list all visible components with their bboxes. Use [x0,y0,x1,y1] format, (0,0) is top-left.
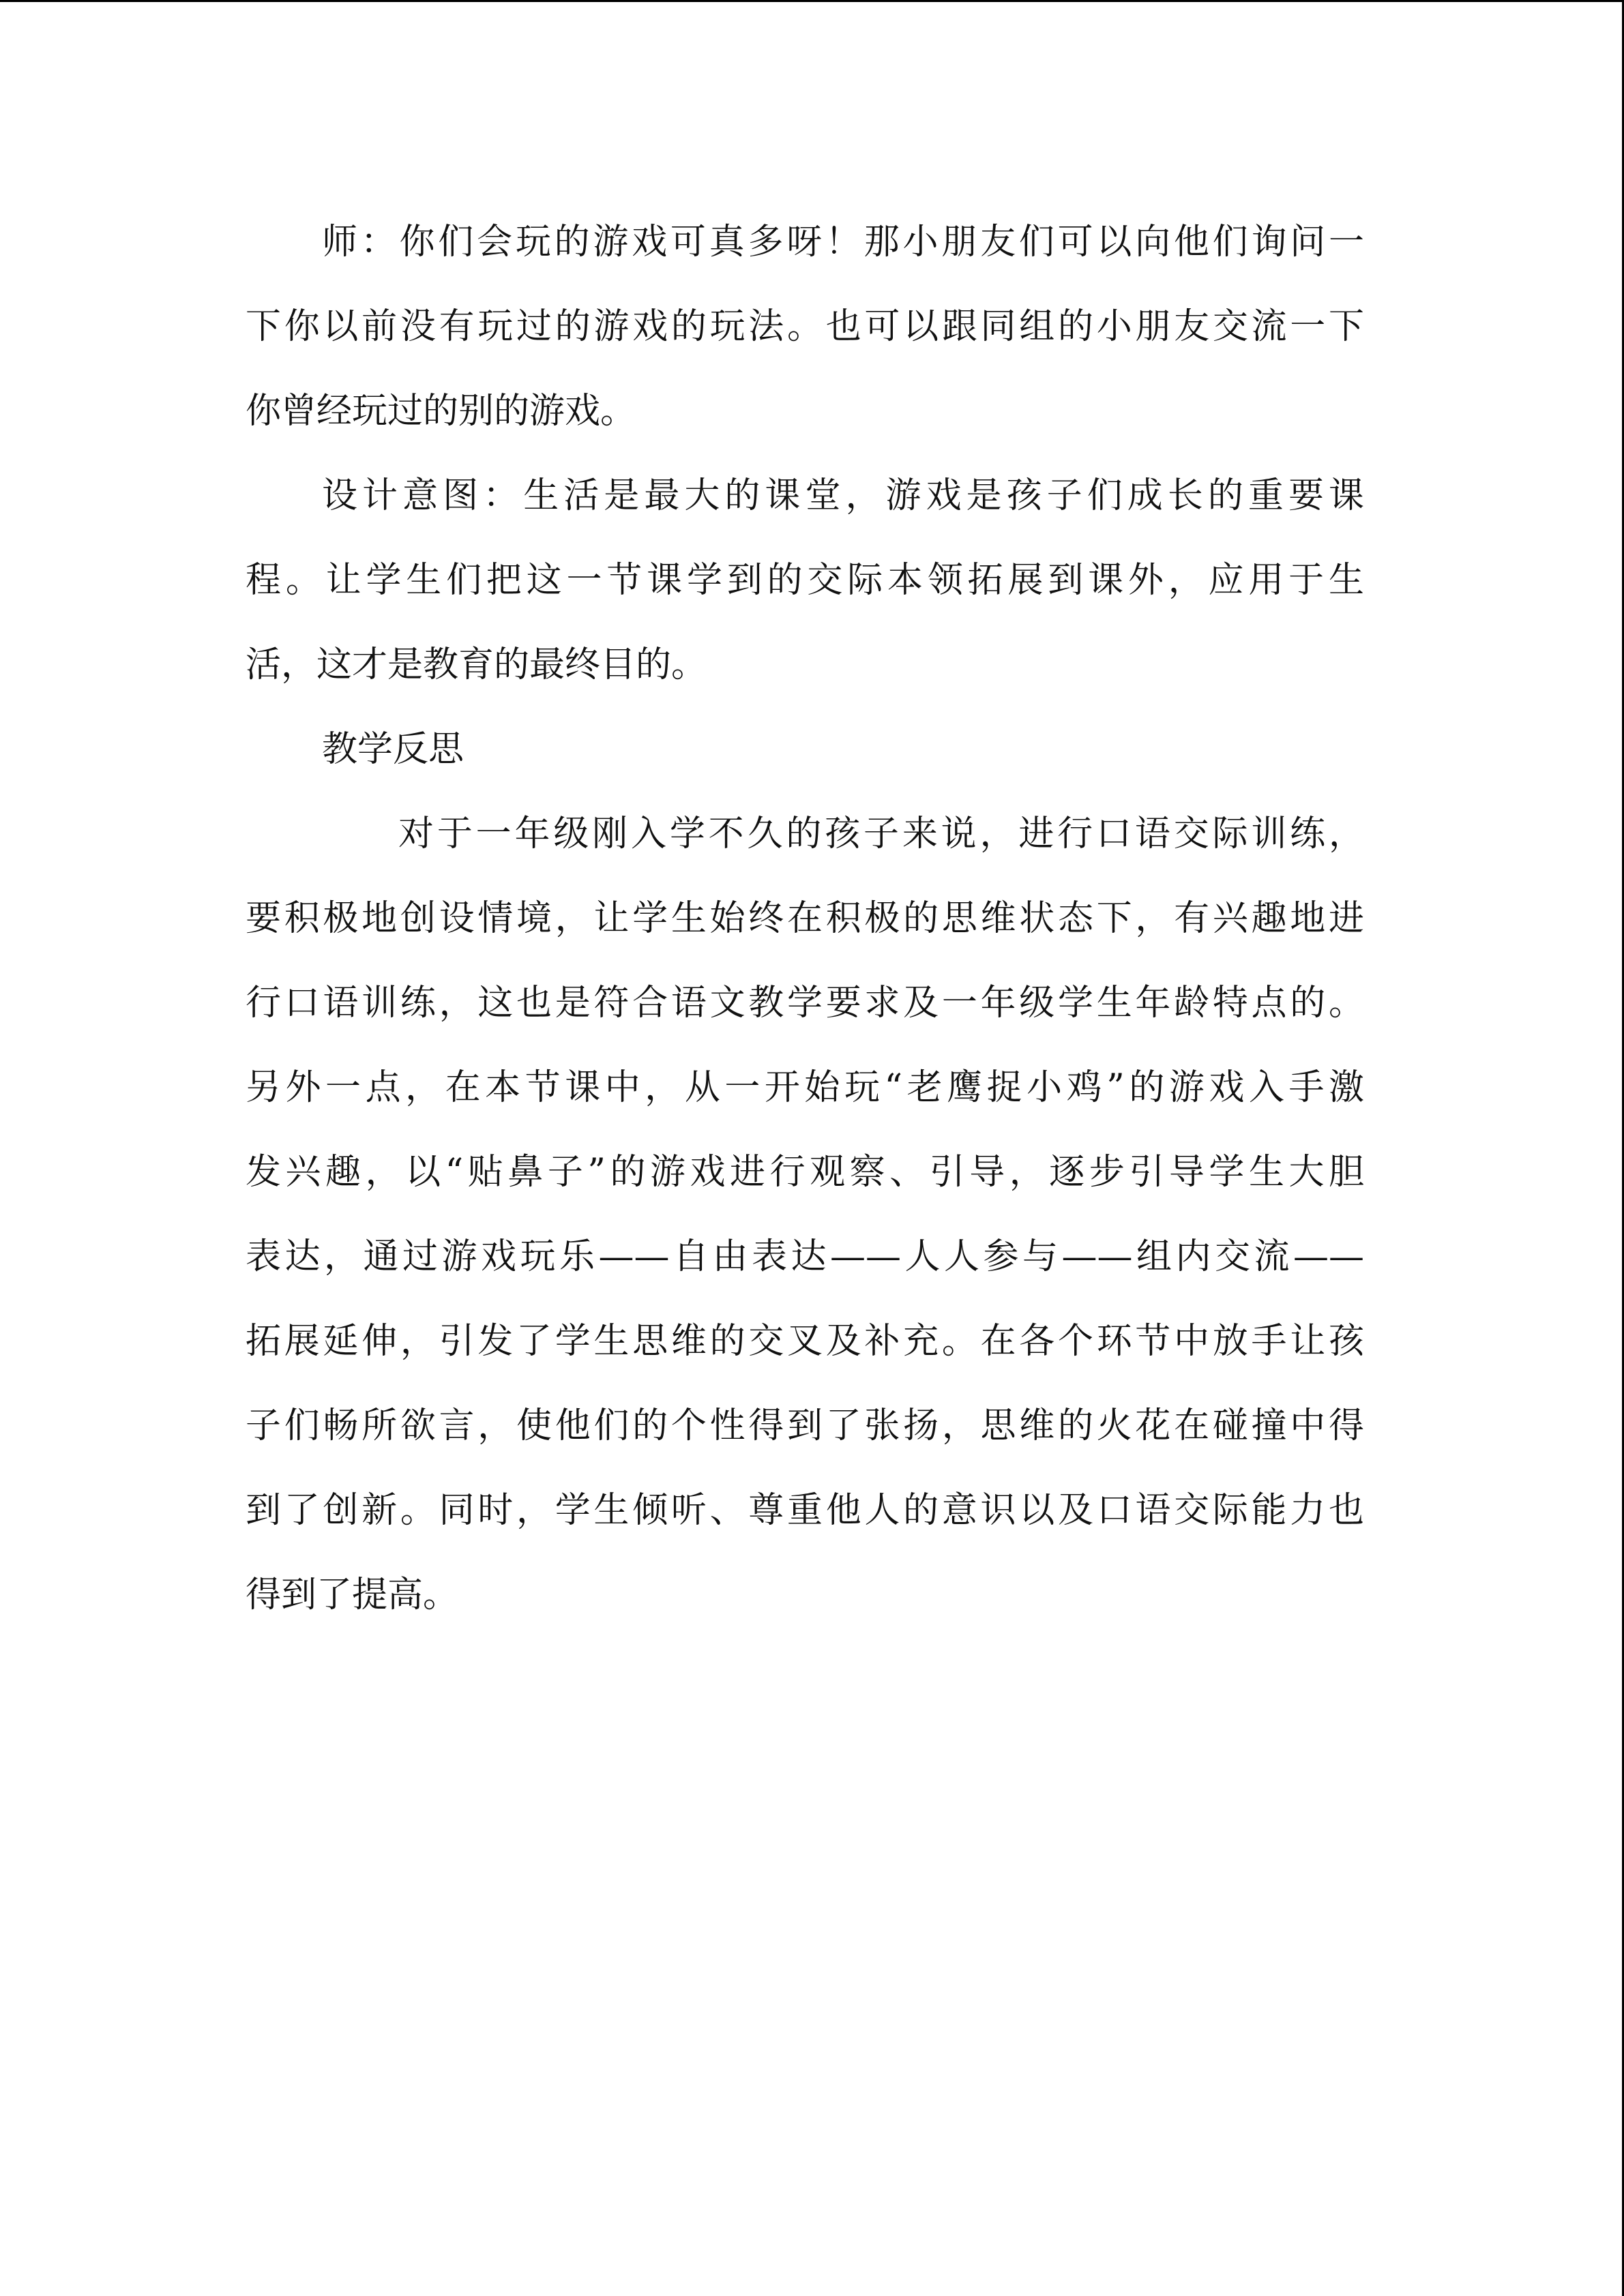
text-line: 得到了提高。 [246,1575,459,1615]
section-heading-teaching-reflection [246,707,1364,792]
text-line: 对于一年级刚入学不久的孩子来说，进行口语交际训练， [398,814,1364,854]
paragraph-teacher-dialogue [246,200,1364,453]
text-line: 行口语训练，这也是符合语文教学要求及一年级学生年龄特点的。 [246,983,1364,1024]
text-line: 另外一点，在本节课中，从一开始玩“老鹰捉小鸡”的游戏入手激 [246,1067,1364,1108]
text-line: 程。让学生们把这一节课学到的交际本领拓展到课外，应用于生 [246,560,1364,601]
text-line: 到了创新。同时，学生倾听、尊重他人的意识以及口语交际能力也 [246,1490,1364,1531]
text-line: 子们畅所欲言，使他们的个性得到了张扬，思维的火花在碰撞中得 [246,1405,1364,1446]
text-line: 发兴趣，以“贴鼻子”的游戏进行观察、引导，逐步引导学生大胆 [246,1152,1364,1193]
text-line: 拓展延伸，引发了学生思维的交叉及补充。在各个环节中放手让孩 [246,1321,1364,1362]
text-line: 师：你们会玩的游戏可真多呀！那小朋友们可以向他们询问一 [322,222,1364,263]
heading-line: 教学反思 [322,729,464,770]
text-line: 表达，通过游戏玩乐——自由表达——人人参与——组内交流—— [246,1236,1364,1277]
text-line: 你曾经玩过的别的游戏。 [246,391,636,432]
document-body [246,200,1364,1637]
text-line: 设计意图：生活是最大的课堂，游戏是孩子们成长的重要课 [322,475,1364,516]
text-line: 下你以前没有玩过的游戏的玩法。也可以跟同组的小朋友交流一下 [246,306,1364,347]
paragraph-reflection [246,792,1364,1637]
paragraph-design-intent [246,453,1364,707]
text-line: 活，这才是教育的最终目的。 [246,644,707,685]
text-line: 要积极地创设情境，让学生始终在积极的思维状态下，有兴趣地进 [246,898,1364,939]
